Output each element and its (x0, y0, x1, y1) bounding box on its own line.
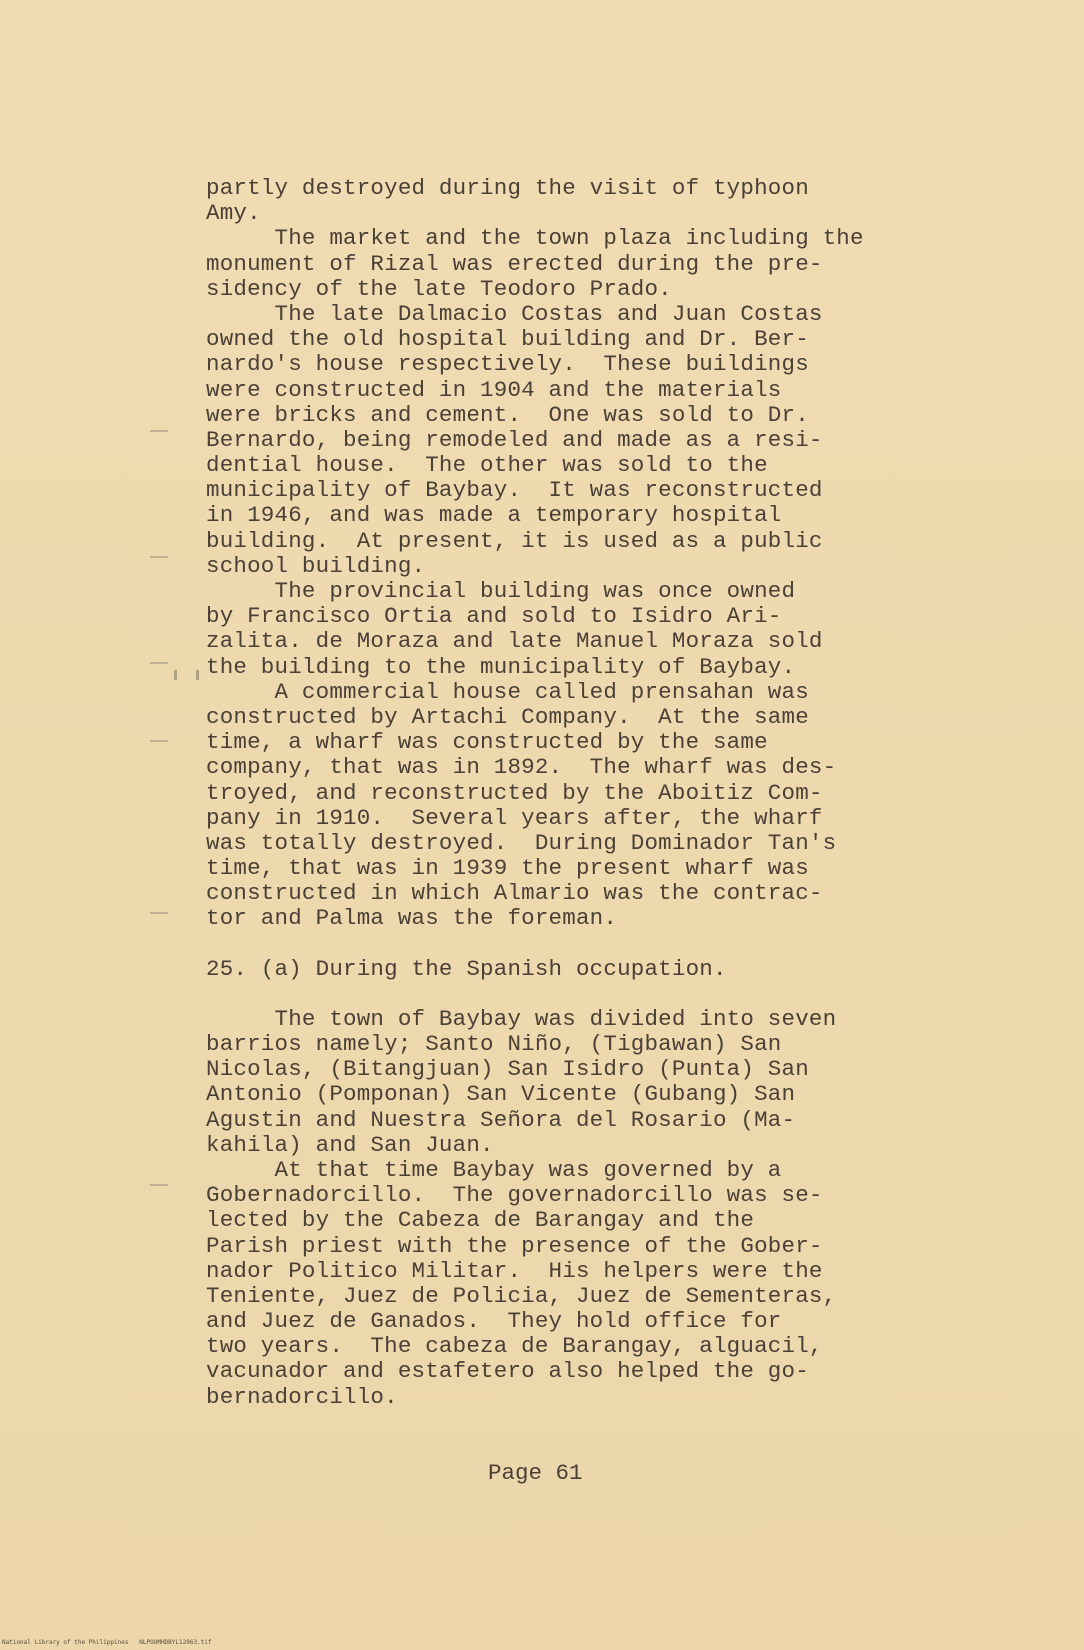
text-line: kahila) and San Juan. (206, 1131, 494, 1158)
text-line: The provincial building was once owned (206, 578, 796, 604)
text-line: monument of Rizal was erected during the pre- (206, 250, 823, 277)
text-line: time, that was in 1939 the present wharf was (206, 855, 809, 882)
text-line: A commercial house called prensahan was (206, 678, 809, 705)
text-line: Nicolas, (Bitangjuan) San Isidro (Punta) San (206, 1056, 809, 1083)
text-line: nardo's house respectively. These buildings (206, 351, 809, 378)
text-line: Amy. (206, 200, 261, 227)
margin-mark (150, 912, 168, 914)
text-line: nador Politico Militar. His helpers were the (206, 1257, 823, 1284)
text-line: school building. (206, 552, 426, 579)
text-line: bernadorcillo. (206, 1383, 398, 1410)
text-line: in 1946, and was made a temporary hospital (206, 502, 782, 529)
text-line: tor and Palma was the foreman. (206, 905, 618, 932)
text-line: the building to the municipality of Baybay. (206, 653, 796, 680)
text-line: company, that was in 1892. The wharf was des- (206, 754, 837, 781)
text-line: by Francisco Ortia and sold to Isidro Ari- (206, 603, 782, 630)
text-line: Bernardo, being remodeled and made as a resi- (206, 426, 823, 453)
paragraph-gap (206, 982, 926, 1007)
text-line: troyed, and reconstructed by the Aboitiz Com- (206, 779, 823, 806)
margin-mark (150, 556, 168, 558)
text-line: zalita. de Moraza and late Manuel Moraza sold (206, 628, 823, 655)
text-line: pany in 1910. Several years after, the wharf (206, 804, 823, 831)
text-line: owned the old hospital building and Dr. Ber- (206, 326, 809, 353)
section-heading: 25. (a) During the Spanish occupation. (206, 955, 727, 982)
margin-mark (150, 662, 168, 664)
text-line: time, a wharf was constructed by the same (206, 729, 768, 756)
text-line: At that time Baybay was governed by a (206, 1156, 782, 1183)
margin-mark (150, 1184, 168, 1186)
margin-mark (150, 430, 168, 432)
text-line: Antonio (Pomponan) San Vicente (Gubang) San (206, 1081, 796, 1108)
text-line: Gobernadorcillo. The governadorcillo was se- (206, 1182, 823, 1209)
text-line: The market and the town plaza including the (206, 225, 864, 252)
margin-tick (174, 670, 177, 680)
paragraph-gap (206, 932, 926, 957)
text-line: Teniente, Juez de Policia, Juez de Sementeras, (206, 1282, 837, 1309)
text-line: constructed by Artachi Company. At the same (206, 703, 809, 730)
text-line: and Juez de Ganados. They hold office for (206, 1308, 782, 1335)
text-line: municipality of Baybay. It was reconstructed (206, 477, 823, 504)
text-line: were constructed in 1904 and the materials (206, 376, 782, 403)
text-line: partly destroyed during the visit of typhoon (206, 175, 809, 201)
text-line: constructed in which Almario was the contrac- (206, 880, 823, 907)
text-line: two years. The cabeza de Barangay, alguacil, (206, 1333, 823, 1360)
text-line: Parish priest with the presence of the Gober- (206, 1232, 823, 1259)
text-line: Agustin and Nuestra Señora del Rosario (Ma- (206, 1106, 796, 1133)
page-number: Page 61 (488, 1460, 583, 1486)
margin-mark (150, 740, 168, 742)
text-line: lected by the Cabeza de Barangay and the (206, 1207, 755, 1234)
text-line: sidency of the late Teodoro Prado. (206, 275, 672, 302)
text-line: The late Dalmacio Costas and Juan Costas (206, 300, 823, 327)
text-line: were bricks and cement. One was sold to Dr. (206, 401, 809, 428)
text-line: vacunador and estafetero also helped the go- (206, 1358, 809, 1385)
body-text (206, 176, 926, 1410)
text-line: dential house. The other was sold to the (206, 452, 768, 479)
text-line: building. At present, it is used as a public (206, 527, 823, 554)
text-line: was totally destroyed. During Dominador Tan's (206, 829, 837, 856)
scan-footer: National Library of the Philippines NLPOOMHDBYL12063.tif (2, 1639, 212, 1646)
text-line: The town of Baybay was divided into seven (206, 1005, 837, 1032)
text-line: barrios namely; Santo Niño, (Tigbawan) San (206, 1031, 782, 1057)
margin-tick (196, 670, 199, 680)
